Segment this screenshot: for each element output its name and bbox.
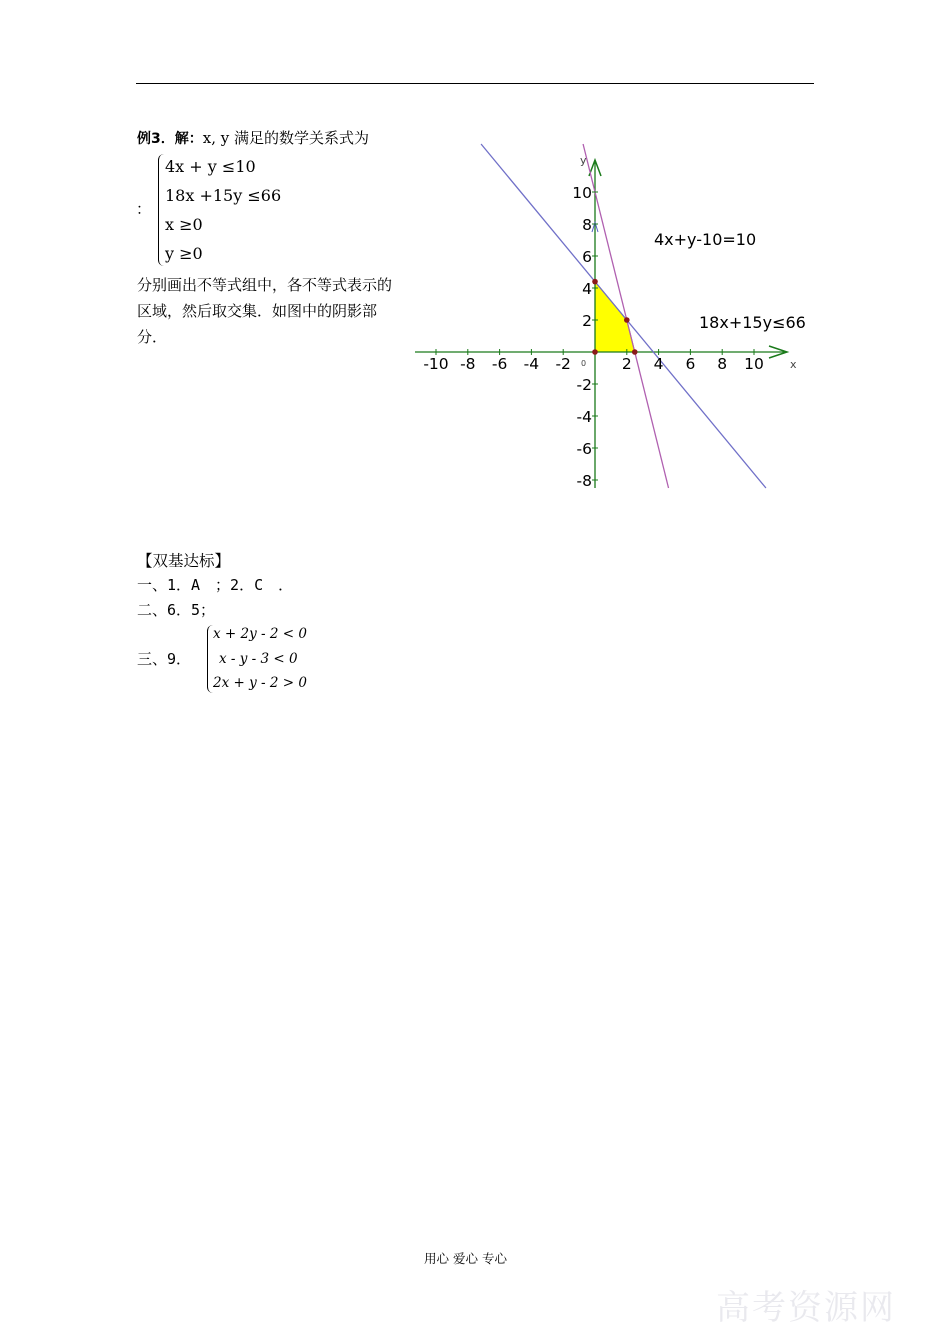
y-tick-label: -4 [576, 408, 592, 426]
y-tick-label: 8 [582, 216, 592, 234]
answer-inequality-2: x - y - 3 < 0 [219, 650, 298, 667]
x-tick-label: 2 [621, 355, 632, 373]
feasible-region [595, 282, 635, 352]
x-tick-label: -2 [555, 355, 571, 373]
answer-line-1: 一、1．A ；2．C ． [137, 576, 294, 594]
inequality-4: y ≥0 [165, 244, 203, 263]
vertex-point [632, 349, 638, 355]
y-tick-label: -6 [576, 440, 592, 458]
x-tick-label: -6 [491, 355, 508, 373]
answer-system [213, 622, 307, 696]
x-tick-label: -4 [523, 355, 540, 373]
x-tick-label: 8 [717, 355, 728, 373]
x-tick-label: -10 [423, 355, 449, 373]
explanation-paragraph: 分别画出不等式组中，各不等式表示的区域，然后取交集．如图中的阴影部分． [137, 276, 393, 346]
answers-heading: 【双基达标】 [137, 552, 231, 570]
system-brace [158, 154, 165, 266]
answer-inequality-1: x + 2y - 2 < 0 [213, 626, 307, 642]
answer-line-2: 二、6．5； [137, 601, 216, 619]
inequality-1: 4x + y ≤10 [165, 157, 256, 176]
x-tick-label: 10 [744, 355, 764, 373]
y-tick-label: 4 [582, 280, 592, 298]
example-intro: x, y 满足的数学关系式为 [202, 129, 369, 147]
inequality-3: x ≥0 [165, 215, 203, 234]
annotation-line-1: 4x+y-10=10 [654, 230, 757, 249]
vertex-point [624, 317, 630, 323]
x-tick-label: -8 [460, 355, 476, 373]
answer-line-3-label: 三、9． [137, 650, 192, 668]
header-rule [136, 83, 814, 84]
x-tick-label: 6 [685, 355, 696, 373]
y-tick-label: 6 [582, 248, 592, 266]
y-tick-label: 10 [572, 184, 592, 202]
x-axis-label: x [790, 358, 797, 371]
annotation-line-2: 18x+15y≤66 [699, 313, 806, 332]
x-tick-label: 4 [653, 355, 664, 373]
y-tick-label: -2 [576, 376, 592, 394]
y-tick-label: -8 [576, 472, 592, 490]
example-label: 例3．解： [137, 131, 203, 147]
origin-label: 0 [581, 359, 587, 368]
vertex-point [592, 279, 598, 285]
inequality-2: 18x +15y ≤66 [165, 186, 282, 205]
inequality-system [165, 152, 281, 268]
footer-text: 用心 爱心 专心 [424, 1251, 507, 1266]
system-colon: ： [136, 200, 152, 218]
y-tick-label: 2 [582, 312, 592, 330]
inequality-chart [405, 140, 815, 495]
example-heading [137, 125, 369, 152]
watermark: 高考资源网 [716, 1288, 896, 1328]
y-axis-label: y [580, 154, 587, 167]
vertex-point [592, 349, 598, 355]
answer-inequality-3: 2x + y - 2 > 0 [213, 675, 307, 691]
